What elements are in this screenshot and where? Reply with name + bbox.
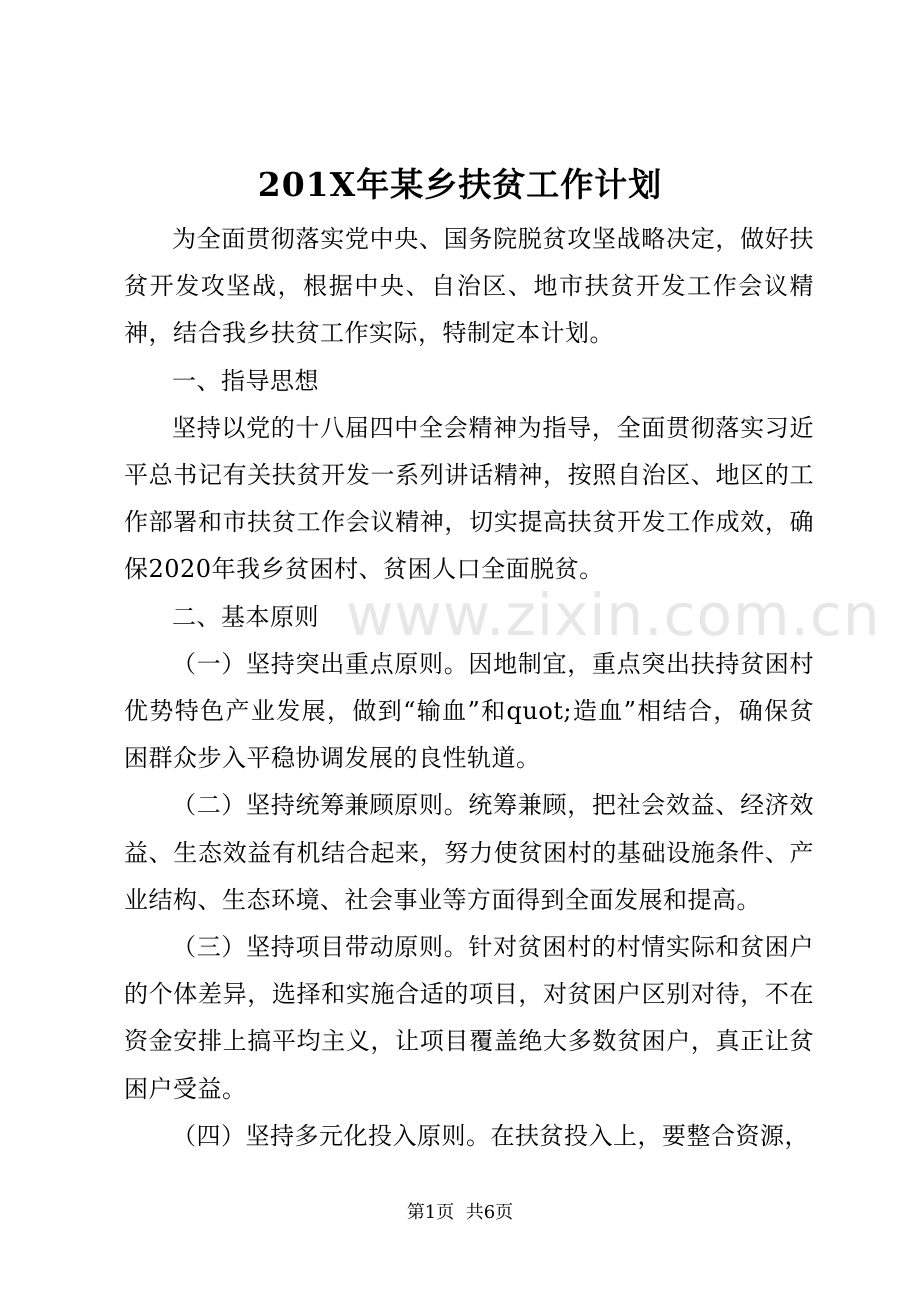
watermark: www.zixin.com.cn xyxy=(346,581,881,649)
document-title: 201X年某乡扶贫工作计划 xyxy=(257,165,663,204)
paragraph-intro: 为全面贯彻落实党中央、国务院脱贫攻坚战略决定，做好扶贫开发攻坚战，根据中央、自治区、地市扶贫开发工作会议精神，结合我乡扶贫工作实际，特制定本计划。 xyxy=(124,225,814,348)
paragraph-principle-3: （三）坚持项目带动原则。针对贫困村的村情实际和贫困户的个体差异，选择和实施合适的项目，对贫困户区别对待，不在资金安排上搞平均主义，让项目覆盖绝大多数贫困户，真正让贫困户受益。 xyxy=(124,933,814,1103)
page-number-label: 第1页 共6页 xyxy=(406,1202,514,1223)
section-heading-basic-principles: 二、基本原则 xyxy=(172,602,319,631)
paragraph-principle-4: （四）坚持多元化投入原则。在扶贫投入上，要整合资源， xyxy=(172,1121,809,1150)
document-body xyxy=(124,216,881,1160)
paragraph-principle-2: （二）坚持统筹兼顾原则。统筹兼顾，把社会效益、经济效益、生态效益有机结合起来，努力使贫困村的基础设施条件、产业结构、生态环境、社会事业等方面得到全面发展和提高。 xyxy=(124,791,814,914)
paragraph-principle-1: （一）坚持突出重点原则。因地制宜，重点突出扶持贫困村优势特色产业发展，做到“输血”和quot;造血”相结合，确保贫困群众步入平稳协调发展的良性轨道。 xyxy=(124,649,814,773)
section-heading-guiding-ideology: 一、指导思想 xyxy=(172,366,319,395)
page-footer xyxy=(0,1198,920,1228)
paragraph-guiding-ideology: 坚持以党的十八届四中全会精神为指导，全面贯彻落实习近平总书记有关扶贫开发一系列讲话精神，按照自治区、地区的工作部署和市扶贫工作会议精神，切实提高扶贫开发工作成效，确保2020年我乡贫困村、贫困人口全面脱贫。 xyxy=(124,413,814,584)
